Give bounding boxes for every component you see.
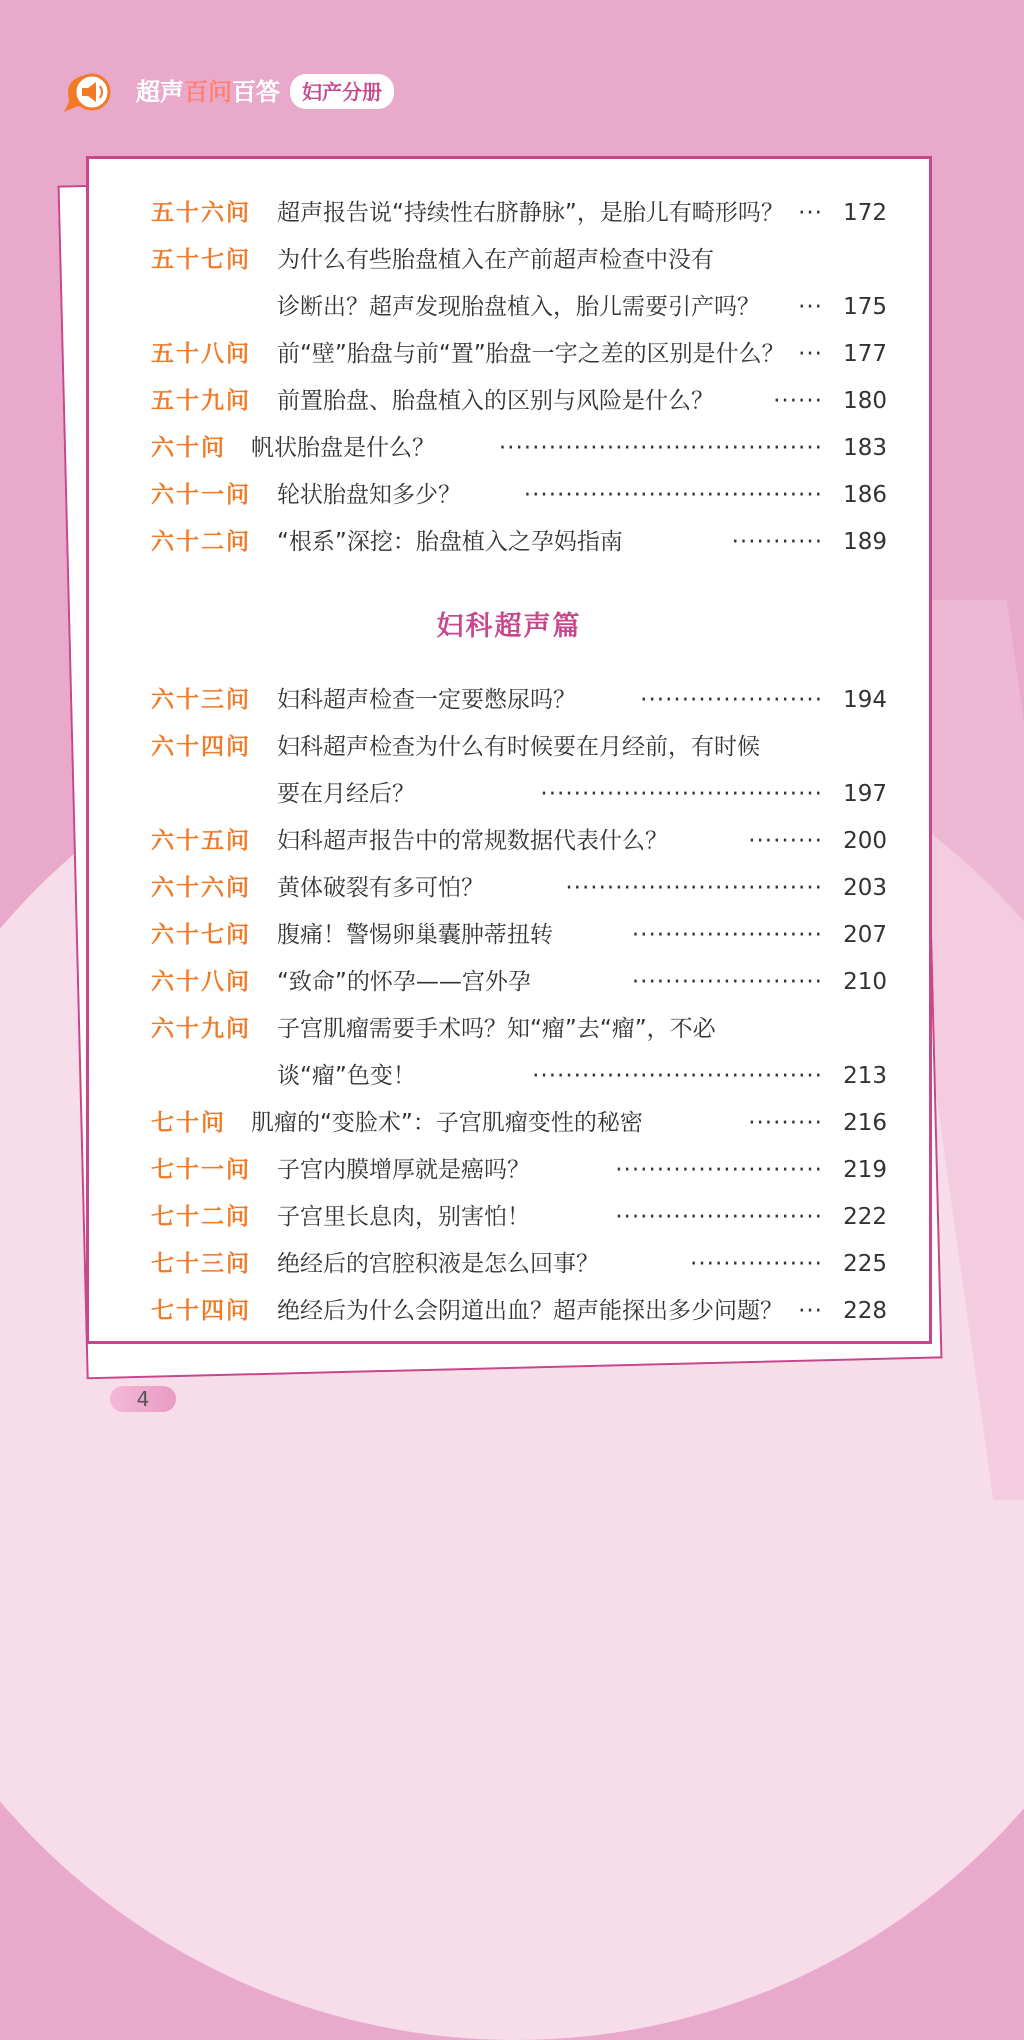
- question-number: 六十七问: [151, 922, 251, 948]
- toc-page-number: 175: [843, 294, 887, 320]
- toc-entry-line[interactable]: [151, 727, 887, 767]
- question-title: 肌瘤的“变脸术”：子宫肌瘤变性的秘密: [251, 1110, 643, 1136]
- leader-dots: ······: [773, 388, 823, 414]
- question-number: 七十问: [151, 1110, 226, 1136]
- question-title: 子宫肌瘤需要手术吗？知“瘤”去“瘤”，不必: [277, 1016, 716, 1042]
- question-title: 诊断出？超声发现胎盘植入，胎儿需要引产吗？: [277, 294, 760, 320]
- toc-page-number: 222: [843, 1204, 887, 1230]
- leader-dots: ······················: [640, 687, 823, 713]
- toc-entry-line[interactable]: [151, 680, 887, 720]
- question-number: 六十二问: [151, 529, 251, 555]
- section-heading-gynecology: 妇科超声篇: [436, 611, 582, 642]
- leader-dots: ·························: [615, 1157, 823, 1183]
- toc-entry-line[interactable]: [151, 287, 887, 327]
- toc-page-number: 194: [843, 687, 887, 713]
- question-number: 六十三问: [151, 687, 251, 713]
- question-title: 前“壁”胎盘与前“置”胎盘一字之差的区别是什么？: [277, 341, 785, 367]
- toc-entry-line[interactable]: [151, 428, 887, 468]
- leader-dots: ·······························: [565, 875, 823, 901]
- toc-page-number: 225: [843, 1251, 887, 1277]
- toc-page-number: 213: [843, 1063, 887, 1089]
- toc-entry-line[interactable]: [151, 193, 887, 233]
- speech-bubble-logo-icon: [58, 70, 114, 114]
- volume-tag: 妇产分册: [290, 74, 394, 109]
- toc-entry-line[interactable]: [151, 522, 887, 562]
- leader-dots: ···: [798, 341, 823, 367]
- question-number: 五十七问: [151, 247, 251, 273]
- question-title: “根系”深挖：胎盘植入之孕妈指南: [277, 529, 623, 555]
- toc-entry-line[interactable]: [151, 774, 887, 814]
- toc-entry-line[interactable]: [151, 962, 887, 1002]
- toc-page-number: 207: [843, 922, 887, 948]
- toc-page-number: 183: [843, 435, 887, 461]
- question-title: 子宫里长息肉，别害怕！: [277, 1204, 530, 1230]
- question-title: 轮状胎盘知多少？: [277, 482, 461, 508]
- question-title: 帆状胎盘是什么？: [251, 435, 435, 461]
- toc-entry-line[interactable]: [151, 868, 887, 908]
- toc-entry-line[interactable]: [151, 1150, 887, 1190]
- leader-dots: ···········: [731, 529, 823, 555]
- leader-dots: ·······················: [631, 969, 823, 995]
- question-number: 六十六问: [151, 875, 251, 901]
- toc-page-number: 177: [843, 341, 887, 367]
- toc-page-number: 219: [843, 1157, 887, 1183]
- question-title: 妇科超声检查一定要憋尿吗？: [277, 687, 576, 713]
- leader-dots: ·························: [615, 1204, 823, 1230]
- leader-dots: ················: [690, 1251, 823, 1277]
- toc-entry-line[interactable]: [151, 1009, 887, 1049]
- question-title: 妇科超声报告中的常规数据代表什么？: [277, 828, 668, 854]
- series-title-part2: 百问: [184, 78, 232, 106]
- toc-entry-line[interactable]: [151, 1056, 887, 1096]
- toc-entry-line[interactable]: [151, 240, 887, 280]
- toc-entry-line[interactable]: [151, 1244, 887, 1284]
- question-title: 超声报告说“持续性右脐静脉”，是胎儿有畸形吗？: [277, 200, 784, 226]
- toc-entry-line[interactable]: [151, 334, 887, 374]
- toc-entry-line[interactable]: [151, 381, 887, 421]
- page-number: 4: [110, 1386, 176, 1412]
- question-number: 六十问: [151, 435, 226, 461]
- series-title-part3: 百答: [232, 78, 280, 106]
- leader-dots: ·········: [748, 1110, 823, 1136]
- question-number: 六十四问: [151, 734, 251, 760]
- toc-page-number: 210: [843, 969, 887, 995]
- question-title: 为什么有些胎盘植入在产前超声检查中没有: [277, 247, 714, 273]
- question-number: 七十一问: [151, 1157, 251, 1183]
- leader-dots: ···: [798, 1298, 823, 1324]
- leader-dots: ··································: [540, 781, 823, 807]
- leader-dots: ···: [798, 294, 823, 320]
- toc-entry-line[interactable]: [151, 1291, 887, 1331]
- question-title: 绝经后为什么会阴道出血？超声能探出多少问题？: [277, 1298, 783, 1324]
- toc-page-number: 216: [843, 1110, 887, 1136]
- leader-dots: ···: [798, 200, 823, 226]
- toc-entry-line[interactable]: [151, 1103, 887, 1143]
- toc-page-number: 228: [843, 1298, 887, 1324]
- toc-page-number: 200: [843, 828, 887, 854]
- toc-entry-line[interactable]: [151, 1197, 887, 1237]
- leader-dots: ···································: [532, 1063, 823, 1089]
- leader-dots: ····································: [523, 482, 823, 508]
- toc-entry-line[interactable]: [151, 915, 887, 955]
- toc-page-number: 189: [843, 529, 887, 555]
- question-title: 腹痛！警惕卵巢囊肿蒂扭转: [277, 922, 553, 948]
- question-title: 绝经后的宫腔积液是怎么回事？: [277, 1251, 599, 1277]
- question-title: 前置胎盘、胎盘植入的区别与风险是什么？: [277, 388, 714, 414]
- question-number: 六十九问: [151, 1016, 251, 1042]
- question-number: 六十一问: [151, 482, 251, 508]
- question-number: 五十八问: [151, 341, 251, 367]
- question-number: 六十八问: [151, 969, 251, 995]
- toc-page-number: 203: [843, 875, 887, 901]
- question-title: 黄体破裂有多可怕？: [277, 875, 484, 901]
- series-title: [136, 72, 280, 107]
- toc-entry-line[interactable]: [151, 821, 887, 861]
- toc-page: [86, 156, 932, 1344]
- leader-dots: ·······················: [631, 922, 823, 948]
- toc-entry-line[interactable]: [151, 475, 887, 515]
- question-title: 子宫内膜增厚就是癌吗？: [277, 1157, 530, 1183]
- toc-page-number: 180: [843, 388, 887, 414]
- toc-page-number: 186: [843, 482, 887, 508]
- leader-dots: ·········: [748, 828, 823, 854]
- question-title: 谈“瘤”色变！: [277, 1063, 416, 1089]
- toc-page-number: 172: [843, 200, 887, 226]
- toc-page-number: 197: [843, 781, 887, 807]
- question-number: 五十六问: [151, 200, 251, 226]
- question-title: “致命”的怀孕——宫外孕: [277, 969, 531, 995]
- question-number: 五十九问: [151, 388, 251, 414]
- question-number: 七十三问: [151, 1251, 251, 1277]
- series-title-part1: 超声: [136, 78, 184, 106]
- question-number: 七十四问: [151, 1298, 251, 1324]
- question-title: 妇科超声检查为什么有时候要在月经前，有时候: [277, 734, 760, 760]
- question-title: 要在月经后？: [277, 781, 415, 807]
- question-number: 七十二问: [151, 1204, 251, 1230]
- leader-dots: ·······································: [498, 435, 823, 461]
- question-number: 六十五问: [151, 828, 251, 854]
